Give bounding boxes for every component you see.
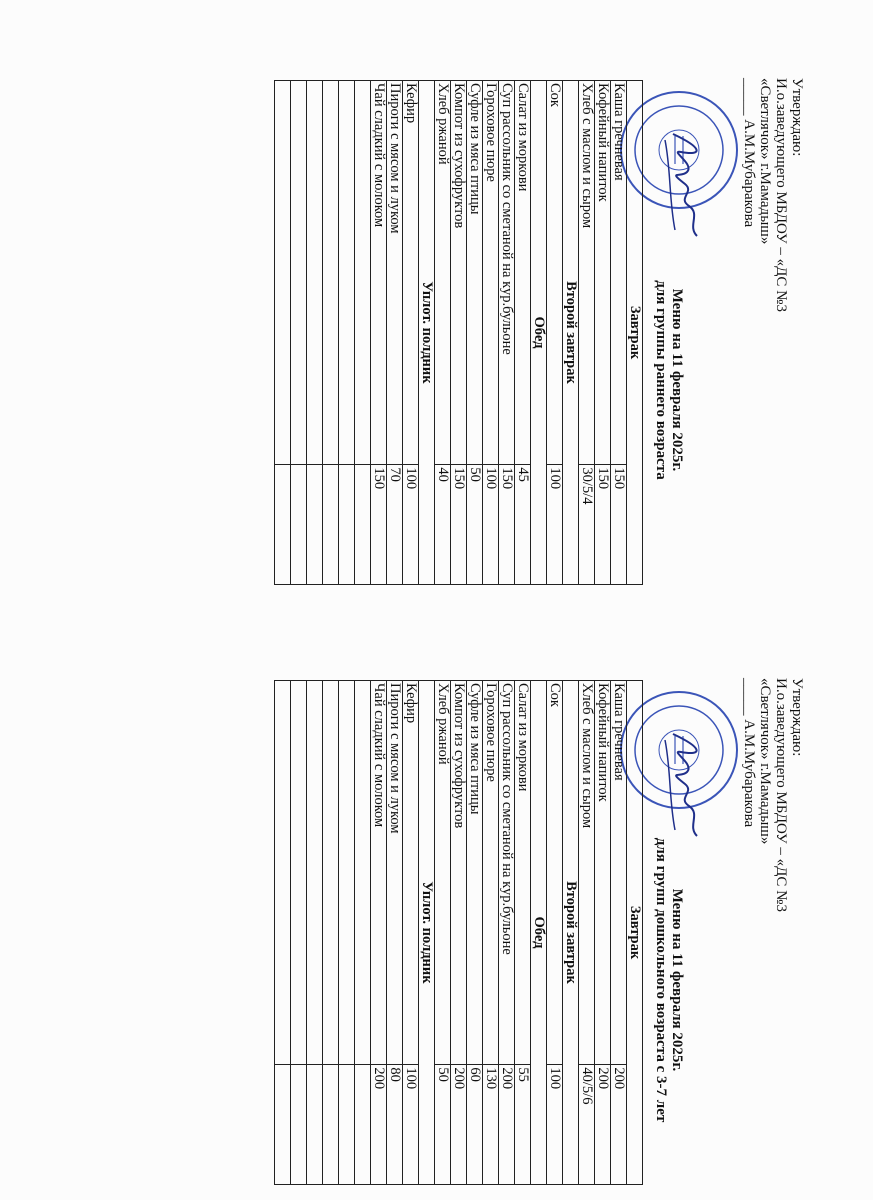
dish-name: Каша гречневая bbox=[611, 681, 627, 1065]
portion-size: 200 bbox=[371, 1065, 387, 1185]
empty-row bbox=[307, 681, 323, 1185]
empty-cell bbox=[291, 681, 307, 1065]
menu-item-row bbox=[611, 681, 627, 1185]
empty-row bbox=[307, 81, 323, 585]
section-title: Обед bbox=[531, 81, 547, 585]
menu-item-row bbox=[579, 81, 595, 585]
portion-size: 70 bbox=[387, 465, 403, 585]
menu-item-row bbox=[451, 681, 467, 1185]
dish-name: Пироги с мясом и луком bbox=[387, 681, 403, 1065]
empty-cell bbox=[323, 681, 339, 1065]
portion-size: 100 bbox=[403, 465, 419, 585]
dish-name: Суфле из мяса птицы bbox=[467, 81, 483, 465]
dish-name: Кефир bbox=[403, 81, 419, 465]
section-row bbox=[563, 81, 579, 585]
menu-item-row bbox=[371, 81, 387, 585]
menu-item-row bbox=[611, 81, 627, 585]
menu-item-row bbox=[579, 681, 595, 1185]
empty-cell bbox=[307, 681, 323, 1065]
section-title: Второй завтрак bbox=[563, 81, 579, 585]
menu-item-row bbox=[595, 681, 611, 1185]
empty-cell bbox=[307, 1065, 323, 1185]
portion-size: 100 bbox=[403, 1065, 419, 1185]
document-title bbox=[653, 170, 685, 590]
menu-item-row bbox=[595, 81, 611, 585]
menu-item-row bbox=[547, 681, 563, 1185]
section-title: Уплот. полдник bbox=[419, 81, 435, 585]
portion-size: 55 bbox=[515, 1065, 531, 1185]
empty-cell bbox=[275, 81, 291, 465]
approval-line: «Светлячок» г.Мамадыш» bbox=[757, 78, 773, 245]
portion-size: 50 bbox=[467, 465, 483, 585]
empty-cell bbox=[291, 81, 307, 465]
empty-row bbox=[323, 81, 339, 585]
dish-name: Хлеб ржаной bbox=[435, 681, 451, 1065]
title-line: Меню на 11 февраля 2025г. bbox=[669, 888, 685, 1072]
dish-name: Кофейный напиток bbox=[595, 681, 611, 1065]
menu-item-row bbox=[515, 681, 531, 1185]
empty-row bbox=[291, 681, 307, 1185]
empty-cell bbox=[355, 1065, 371, 1185]
menu-item-row bbox=[547, 81, 563, 585]
empty-cell bbox=[307, 81, 323, 465]
portion-size: 30/5/4 bbox=[579, 465, 595, 585]
menu-item-row bbox=[371, 681, 387, 1185]
approval-block bbox=[741, 78, 805, 312]
portion-size: 40/5/6 bbox=[579, 1065, 595, 1185]
approval-line: Утверждаю: bbox=[789, 678, 805, 757]
dish-name: Сок bbox=[547, 681, 563, 1065]
approval-block bbox=[741, 678, 805, 912]
empty-cell bbox=[275, 681, 291, 1065]
menu-item-row bbox=[387, 81, 403, 585]
menu-item-row bbox=[499, 681, 515, 1185]
portion-size: 50 bbox=[435, 1065, 451, 1185]
empty-cell bbox=[275, 1065, 291, 1185]
section-title: Уплот. полдник bbox=[419, 681, 435, 1185]
dish-name: Хлеб с маслом и сыром bbox=[579, 681, 595, 1065]
portion-size: 200 bbox=[611, 1065, 627, 1185]
portion-size: 40 bbox=[435, 465, 451, 585]
title-subline: для групп дошкольного возраста с 3-7 лет bbox=[653, 837, 669, 1123]
dish-name: Пироги с мясом и луком bbox=[387, 81, 403, 465]
menu-item-row bbox=[515, 81, 531, 585]
dish-name: Чай сладкий с молоком bbox=[371, 681, 387, 1065]
dish-name: Сок bbox=[547, 81, 563, 465]
approval-line: _____ А.М.Мубаракова bbox=[741, 678, 757, 828]
dish-name: Суфле из мяса птицы bbox=[467, 681, 483, 1065]
approval-line: И.о.заведующего МБДОУ – «ДС №3 bbox=[773, 678, 789, 912]
menu-item-row bbox=[403, 81, 419, 585]
empty-row bbox=[275, 81, 291, 585]
empty-row bbox=[339, 81, 355, 585]
menu-item-row bbox=[451, 81, 467, 585]
empty-row bbox=[323, 681, 339, 1185]
approval-line: И.о.заведующего МБДОУ – «ДС №3 bbox=[773, 78, 789, 312]
title-subline: для группы раннего возраста bbox=[653, 280, 669, 480]
menu-item-row bbox=[483, 681, 499, 1185]
section-title: Завтрак bbox=[627, 81, 643, 585]
section-row bbox=[419, 81, 435, 585]
portion-size: 45 bbox=[515, 465, 531, 585]
menu-table bbox=[274, 80, 643, 585]
portion-size: 100 bbox=[547, 465, 563, 585]
document-title bbox=[653, 770, 685, 1190]
dish-name: Салат из моркови bbox=[515, 681, 531, 1065]
empty-row bbox=[355, 681, 371, 1185]
menu-item-row bbox=[483, 81, 499, 585]
dish-name: Суп рассольник со сметаной на кур.бульоне bbox=[499, 81, 515, 465]
section-title: Завтрак bbox=[627, 681, 643, 1185]
section-row bbox=[531, 81, 547, 585]
title-line: Меню на 11 февраля 2025г. bbox=[669, 288, 685, 472]
dish-name: Компот из сухофруктов bbox=[451, 681, 467, 1065]
empty-cell bbox=[275, 465, 291, 585]
dish-name: Каша гречневая bbox=[611, 81, 627, 465]
section-row bbox=[627, 81, 643, 585]
section-row bbox=[563, 681, 579, 1185]
section-row bbox=[531, 681, 547, 1185]
empty-cell bbox=[323, 1065, 339, 1185]
empty-row bbox=[355, 81, 371, 585]
dish-name: Суп рассольник со сметаной на кур.бульоне bbox=[499, 681, 515, 1065]
dish-name: Компот из сухофруктов bbox=[451, 81, 467, 465]
dish-name: Гороховое пюре bbox=[483, 681, 499, 1065]
empty-cell bbox=[339, 81, 355, 465]
empty-cell bbox=[339, 681, 355, 1065]
menu-document-preschool bbox=[0, 600, 873, 1200]
dish-name: Чай сладкий с молоком bbox=[371, 81, 387, 465]
section-row bbox=[419, 681, 435, 1185]
empty-cell bbox=[339, 465, 355, 585]
empty-cell bbox=[355, 81, 371, 465]
empty-cell bbox=[355, 681, 371, 1065]
menu-item-row bbox=[467, 81, 483, 585]
approval-line: Утверждаю: bbox=[789, 78, 805, 157]
approval-line: «Светлячок» г.Мамадыш» bbox=[757, 678, 773, 845]
empty-row bbox=[339, 681, 355, 1185]
menu-table bbox=[274, 680, 643, 1185]
portion-size: 100 bbox=[483, 465, 499, 585]
menu-item-row bbox=[467, 681, 483, 1185]
dish-name: Гороховое пюре bbox=[483, 81, 499, 465]
empty-cell bbox=[291, 465, 307, 585]
section-title: Обед bbox=[531, 681, 547, 1185]
dish-name: Кофейный напиток bbox=[595, 81, 611, 465]
approval-line: _____ А.М.Мубаракова bbox=[741, 78, 757, 228]
empty-row bbox=[291, 81, 307, 585]
dish-name: Кефир bbox=[403, 681, 419, 1065]
portion-size: 150 bbox=[611, 465, 627, 585]
menu-item-row bbox=[435, 681, 451, 1185]
menu-item-row bbox=[435, 81, 451, 585]
portion-size: 150 bbox=[371, 465, 387, 585]
empty-cell bbox=[323, 465, 339, 585]
portion-size: 150 bbox=[451, 465, 467, 585]
portion-size: 150 bbox=[499, 465, 515, 585]
empty-cell bbox=[355, 465, 371, 585]
dish-name: Хлеб ржаной bbox=[435, 81, 451, 465]
portion-size: 130 bbox=[483, 1065, 499, 1185]
empty-cell bbox=[323, 81, 339, 465]
dish-name: Салат из моркови bbox=[515, 81, 531, 465]
portion-size: 200 bbox=[595, 1065, 611, 1185]
menu-item-row bbox=[387, 681, 403, 1185]
section-row bbox=[627, 681, 643, 1185]
portion-size: 150 bbox=[595, 465, 611, 585]
portion-size: 80 bbox=[387, 1065, 403, 1185]
dish-name: Хлеб с маслом и сыром bbox=[579, 81, 595, 465]
section-title: Второй завтрак bbox=[563, 681, 579, 1185]
portion-size: 60 bbox=[467, 1065, 483, 1185]
portion-size: 100 bbox=[547, 1065, 563, 1185]
empty-cell bbox=[339, 1065, 355, 1185]
portion-size: 200 bbox=[451, 1065, 467, 1185]
portion-size: 200 bbox=[499, 1065, 515, 1185]
empty-cell bbox=[307, 465, 323, 585]
menu-item-row bbox=[499, 81, 515, 585]
empty-row bbox=[275, 681, 291, 1185]
menu-item-row bbox=[403, 681, 419, 1185]
empty-cell bbox=[291, 1065, 307, 1185]
